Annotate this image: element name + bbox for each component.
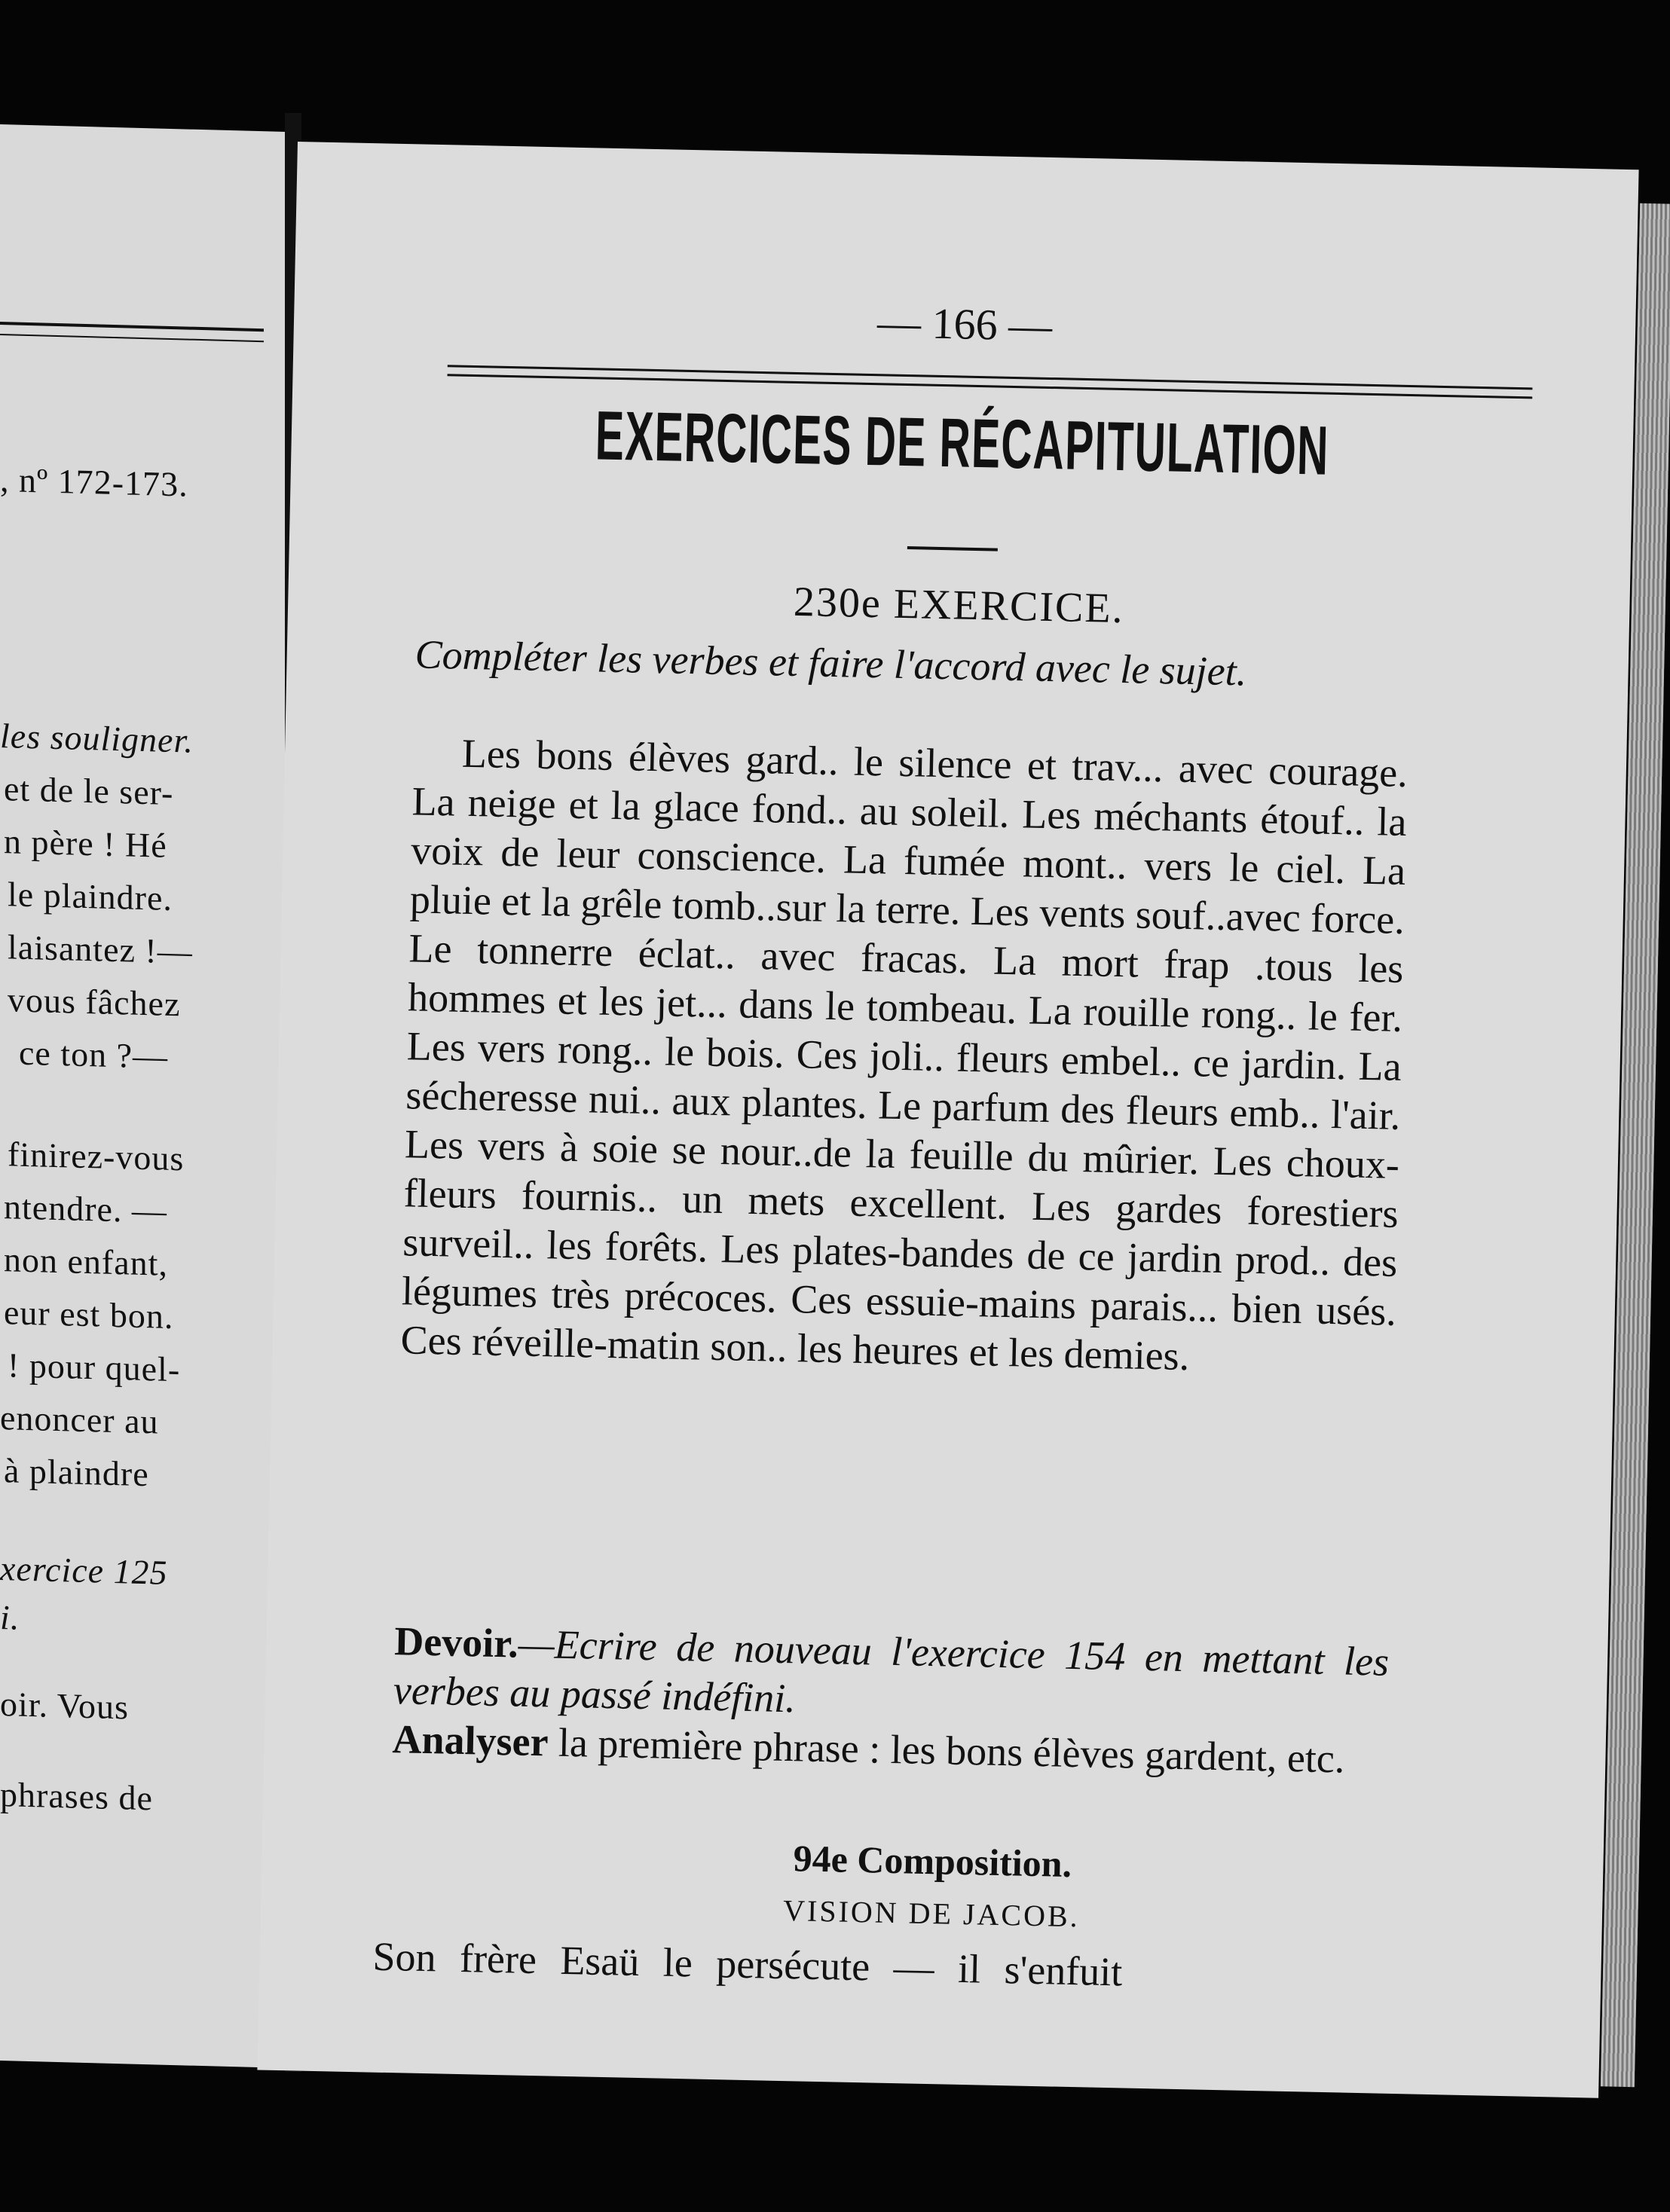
exercise-text: Les bons élèves gard.. le silence et trav... avec courage. La neige et la glace fond.. au soleil. Les méchants étouf.. la voix de leur conscience. La fumée mont.. vers le ciel. La pluie et la grêle tomb..sur la terre. Les vents souf..avec force. Le tonnerre éclat.. avec fracas. La mort frap .tous les hommes et les jet... dans le tombeau. La rouille rong.. le fer. Les vers rong.. le bois. Ces joli.. fleurs embel.. ce jardin. La sécheresse nui.. aux plantes. Le parfum des fleurs emb.. l'air. Les vers à soie se nour..de la feuille du mûrier. Les choux-fleurs fournis.. un mets excellent. Les gardes forestiers surveil.. les forêts. Les plates-bandes de ce jardin prod.. des légumes très précoces. Ces essuie-mains parais... bien usés. Ces réveille-matin son.. les heures et les demies. — [400, 730, 1408, 1379]
left-line: et de le ser- — [4, 769, 174, 813]
left-line: non enfant, — [4, 1240, 168, 1283]
left-line: les souligner. — [0, 716, 194, 760]
exercise-instruction: Compléter les verbes et faire l'accord avec le sujet. — [414, 631, 1247, 695]
right-page — [257, 142, 1638, 2098]
left-line: finirez-vous — [8, 1135, 185, 1178]
composition-title: 94e Composition. — [793, 1837, 1072, 1886]
analyser-label: Analyser — [391, 1716, 549, 1765]
left-line: ce ton ?— — [19, 1033, 169, 1076]
analyser-text: la première phrase : les bons élèves gardent, etc. — [547, 1719, 1346, 1782]
left-line: oir. Vous — [0, 1685, 129, 1727]
left-top-rule-thin — [0, 334, 264, 342]
left-page — [0, 124, 286, 2068]
composition-first-line: Son frère Esaü le persécute — il s'enfuit — [372, 1933, 1123, 1995]
left-line: n père ! Hé — [4, 822, 167, 865]
devoir-label: Devoir. — [393, 1618, 519, 1667]
left-line: xercice 125 — [0, 1549, 168, 1592]
left-line: à plaindre — [4, 1451, 149, 1494]
exercise-number: 230e EXERCICE. — [793, 578, 1125, 633]
left-line: le plaindre. — [8, 875, 173, 918]
left-line: ! pour quel- — [8, 1346, 181, 1389]
left-line: ntendre. — — [4, 1187, 167, 1230]
left-line: enoncer au — [0, 1398, 159, 1441]
left-line: eur est bon. — [4, 1293, 174, 1337]
left-line: phrases de — [0, 1775, 153, 1818]
page-number: — 166 — — [876, 298, 1053, 351]
left-line: laisantez !— — [8, 927, 193, 971]
left-line: , nº 172-173. — [0, 460, 188, 504]
devoir-text: —Ecrire de nouveau l'exercice 154 en mettant les verbes au passé indéfini. — [393, 1621, 1390, 1722]
left-line: vous fâchez — [8, 980, 181, 1024]
composition-subtitle: VISION DE JACOB. — [782, 1893, 1081, 1934]
section-heading: EXERCICES DE RÉCAPITULATION — [595, 397, 1330, 490]
left-top-rule — [0, 322, 264, 331]
left-line: i. — [0, 1598, 20, 1637]
heading-divider — [907, 546, 998, 551]
